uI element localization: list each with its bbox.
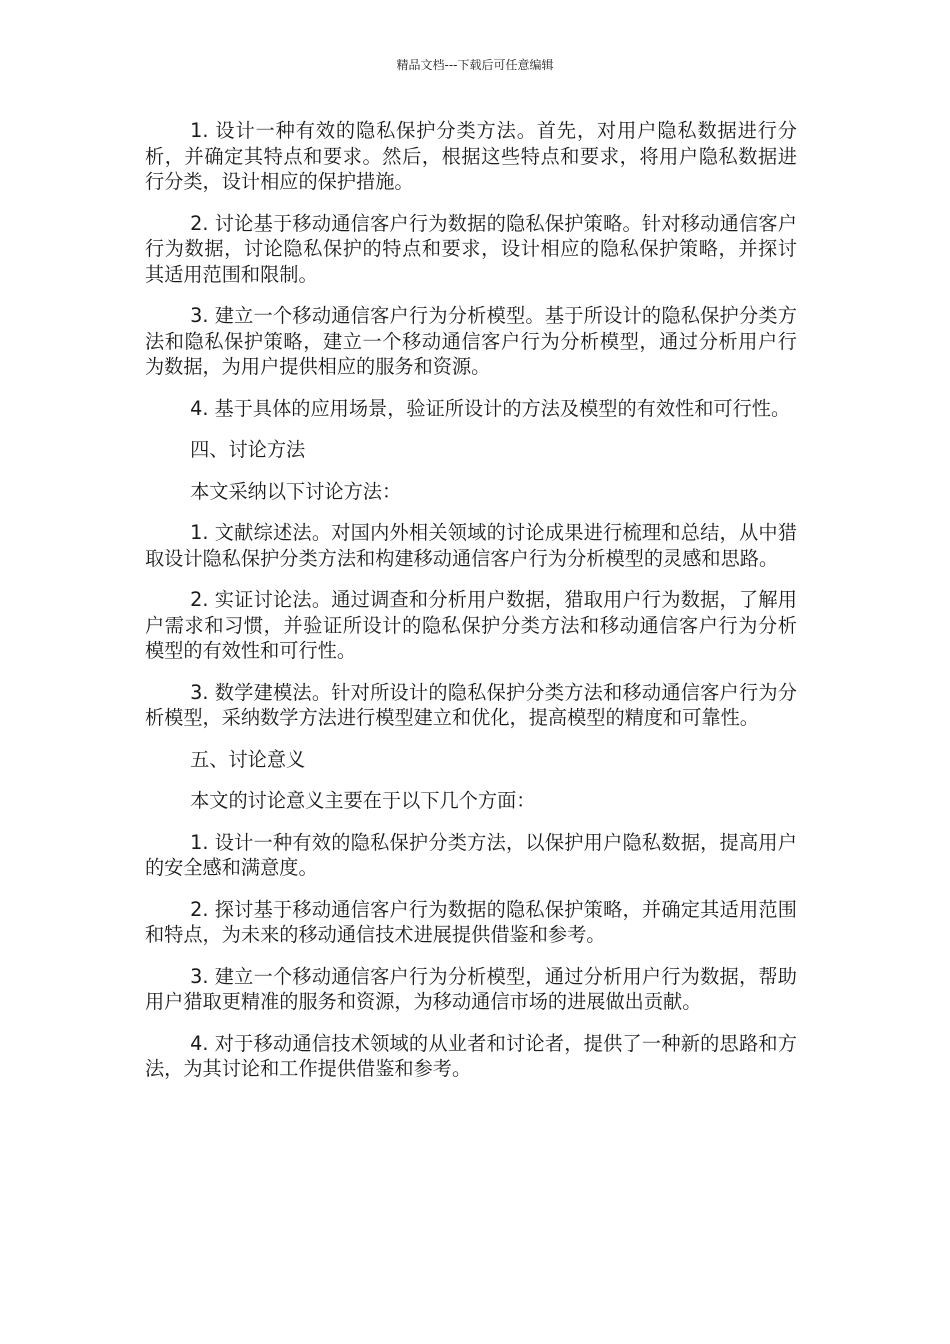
paragraph-methods-intro: 本文采纳以下讨论方法： [190,479,402,503]
document-body [145,118,797,1098]
paragraph-method-3: 3. 数学建模法。针对所设计的隐私保护分类方法和移动通信客户行为分析模型，采纳数学方法进行模型建立和优化，提高模型的精度和可靠性。 [145,680,797,729]
paragraph-method-1: 1. 文献综述法。对国内外相关领域的讨论成果进行梳理和总结，从中猎取设计隐私保护分类方法和构建移动通信客户行为分析模型的灵感和思路。 [145,521,797,570]
paragraph-significance-2: 2. 探讨基于移动通信客户行为数据的隐私保护策略，并确定其适用范围和特点，为未来的移动通信技术进展提供借鉴和参考。 [145,897,797,946]
paragraph-goal-1: 1. 设计一种有效的隐私保护分类方法。首先，对用户隐私数据进行分析，并确定其特点和要求。然后，根据这些特点和要求，将用户隐私数据进行分类，设计相应的保护措施。 [145,119,797,193]
paragraph-significance-4: 4. 对于移动通信技术领域的从业者和讨论者，提供了一种新的思路和方法，为其讨论和工作提供借鉴和参考。 [145,1031,797,1080]
paragraph-significance-intro: 本文的讨论意义主要在于以下几个方面： [190,789,536,812]
paragraph-method-2: 2. 实证讨论法。通过调查和分析用户数据，猎取用户行为数据，了解用户需求和习惯，并验证所设计的隐私保护分类方法和移动通信客户行为分析模型的有效性和可行性。 [145,588,797,662]
page-header: 精品文档---下载后可任意编辑 [396,58,554,72]
paragraph-significance-3: 3. 建立一个移动通信客户行为分析模型，通过分析用户行为数据，帮助用户猎取更精准的服务和资源，为移动通信市场的进展做出贡献。 [145,964,797,1013]
paragraph-goal-2: 2. 讨论基于移动通信客户行为数据的隐私保护策略。针对移动通信客户行为数据，讨论隐私保护的特点和要求，设计相应的隐私保护策略，并探讨其适用范围和限制。 [145,211,797,286]
section-heading-significance: 五、讨论意义 [190,747,306,771]
paragraph-significance-1: 1. 设计一种有效的隐私保护分类方法，以保护用户隐私数据，提高用户的安全感和满意度。 [145,830,797,879]
paragraph-goal-3: 3. 建立一个移动通信客户行为分析模型。基于所设计的隐私保护分类方法和隐私保护策略，建立一个移动通信客户行为分析模型，通过分析用户行为数据，为用户提供相应的服务和资源。 [145,304,797,378]
section-heading-methods: 四、讨论方法 [190,438,306,461]
paragraph-goal-4: 4. 基于具体的应用场景，验证所设计的方法及模型的有效性和可行性。 [190,396,791,420]
